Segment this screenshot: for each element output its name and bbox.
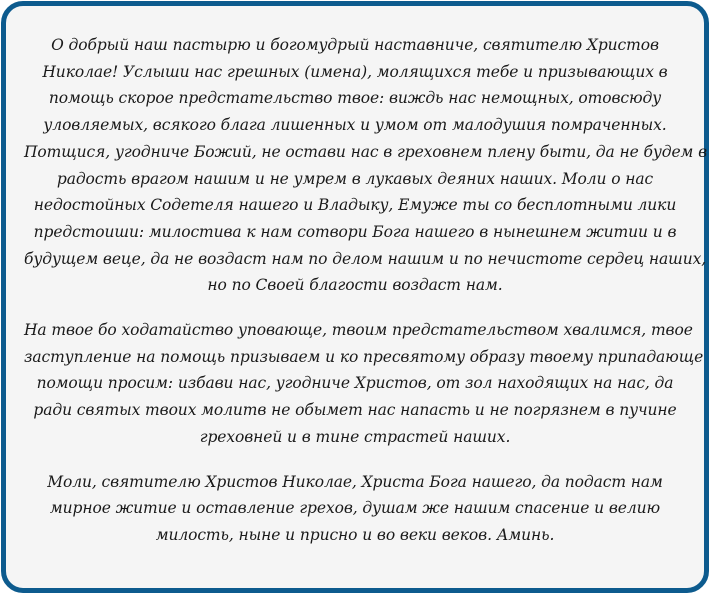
text-line: Моли, святителю Христов Николае, Христа Бога нашего, да подаст нам bbox=[47, 472, 663, 491]
text-line: радость врагом нашим и не умрем в лукавых деяних наших. Моли о нас bbox=[56, 169, 654, 188]
text-line: мирное житие и оставление грехов, душам же нашим спасение и велию bbox=[49, 499, 661, 518]
text-line: Николае! Услыши нас грешных (имена), молящихся тебе и призывающих в bbox=[42, 62, 668, 81]
text-line: греховней и в тине страстей наших. bbox=[199, 427, 511, 446]
text-line: ради святых твоих молитв не обымет нас напасть и не погрязнем в пучине bbox=[33, 401, 677, 420]
prayer-text bbox=[24, 32, 708, 567]
prayer-card bbox=[1, 1, 709, 593]
text-line: предстоиши: милостива к нам сотвори Бога нашего в нынешнем житии и в bbox=[33, 222, 677, 241]
prayer-paragraph-2 bbox=[24, 317, 704, 451]
text-line: будущем веце, да не воздаст нам по делом нашим и по нечистоте сердец наших, bbox=[24, 249, 707, 268]
text-line: На твое бо ходатайство уповающе, твоим предстательством хвалимся, твое bbox=[24, 321, 693, 340]
text-line: но по Своей благости воздаст нам. bbox=[207, 276, 503, 295]
text-line: О добрый наш пастырю и богомудрый наставниче, святителю Христов bbox=[51, 36, 659, 54]
text-line: помощь скорое предстательство твое: виждь нас немощных, отовсюду bbox=[48, 89, 662, 108]
text-line: помощи просим: избави нас, угодниче Христов, от зол находящих на нас, да bbox=[36, 374, 674, 393]
prayer-paragraph-1 bbox=[24, 32, 708, 299]
text-line: недостойных Содетеля нашего и Владыку, Емуже ты со бесплотными лики bbox=[33, 196, 677, 215]
text-line: милость, ныне и присно и во веки веков. Аминь. bbox=[155, 525, 555, 544]
text-line: уловляемых, всякого блага лишенных и умом от малодушия помраченных. bbox=[43, 116, 667, 135]
text-line: заступление на помощь призываем и ко пресвятому образу твоему припадающе bbox=[24, 347, 704, 366]
text-line: Потщися, угодниче Божий, не остави нас в греховнем плену быти, да не будем в bbox=[24, 142, 708, 161]
prayer-paragraph-3 bbox=[24, 469, 686, 549]
